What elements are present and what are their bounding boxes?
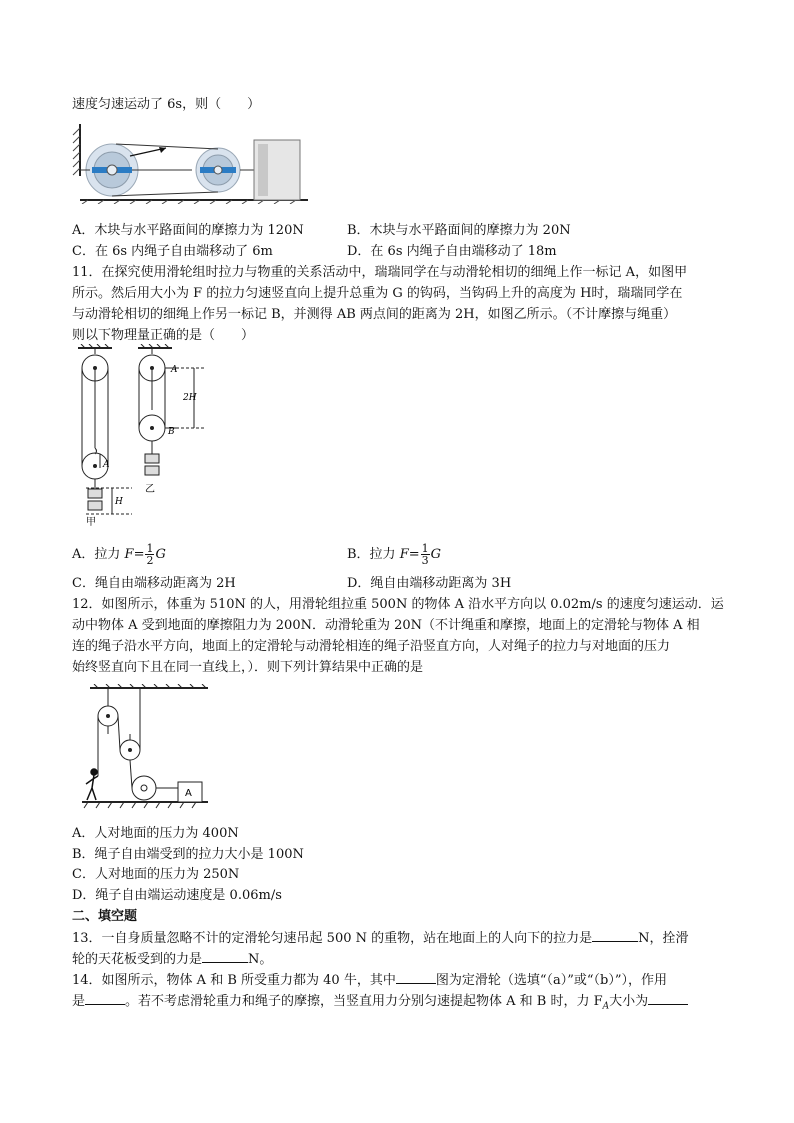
yi-weight-2 [145,466,159,475]
block-shade [258,144,268,196]
jia-weight-1 [88,489,102,498]
q14-line-1: 14．如图所示，物体 A 和 B 所受重力都为 40 牛，其中 图为定滑轮（选填“（a）”或“（b）”），作用 [72,973,667,988]
q13-line-1: 13．一自身质量忽略不计的定滑轮匀速吊起 500 N 的重物，站在地面上的人向下的拉力是 N，拴滑 [72,931,689,946]
q14-blank-3[interactable] [648,992,688,1005]
q12-figure [82,684,212,812]
q11-option-d: D．绳自由端移动距离为 3H [347,576,512,591]
fraction-half: $\frac{1}{2}$ [146,542,154,567]
yi-weight-1 [145,454,159,463]
q10-option-b: B．木块与水平路面间的摩擦力为 20N [347,223,571,238]
yi-label-b: B [168,427,175,437]
rope-bottom [112,192,218,196]
q14-blank-2[interactable] [85,992,125,1005]
jia-label-a: A [103,460,110,470]
q14-line-2: 是 。若不考虑滑轮重力和绳子的摩擦，当竖直用力分别匀速提起物体 A 和 B 时，力 $F_A$大小为 [72,992,688,1016]
q11-figure [72,344,242,530]
fraction-third: $\frac{1}{3}$ [421,542,429,567]
q12-option-d: D．绳子自由端运动速度是 0.06m/s [72,888,282,903]
arrow-head [159,147,166,153]
q10-option-d: D．在 6s 内绳子自由端移动了 18m [347,244,557,259]
jia-caption: 甲 [86,517,96,528]
q12-line-4: 始终竖直向下且在同一直线上，）．则下列计算结果中正确的是 [72,660,424,675]
wall-hatch [73,128,80,175]
q11-line-1: 11．在探究使用滑轮组时拉力与物重的关系活动中，瑞瑞同学在与动滑轮相切的细绳上作一标记 A，如图甲 [72,265,688,280]
jia-weight-2 [88,501,102,510]
q12-line-2: 动中物体 A 受到地面的摩擦阻力为 200N．动滑轮重为 20N（不计绳重和摩擦，地面上的定滑轮与物体 A 相 [72,618,700,633]
q12-option-a: A．人对地面的压力为 400N [72,826,239,841]
q10-option-c: C．在 6s 内绳子自由端移动了 6m [72,244,273,259]
q13-line-2: 轮的天花板受到的力是 N。 [72,952,273,967]
yi-caption: 乙 [145,484,155,495]
q12-box-label: A [185,788,192,799]
q11-option-b: B．拉力 F= $\frac{1}{3}$ G [347,542,442,567]
q10-figure [70,122,310,204]
rope-top [116,144,218,149]
q14-blank-1[interactable] [396,971,436,984]
yi-label-2h: 2H [183,393,197,403]
q12-line-1: 12．如图所示，体重为 510N 的人，用滑轮组拉重 500N 的物体 A 沿水平方向以 0.02m/s 的速度匀速运动．运 [72,597,724,612]
q13-blank-1[interactable] [592,929,638,942]
q11-line-2: 所示。然后用大小为 F 的拉力匀速竖直向上提升总重为 G 的钩码，当钩码上升的高度为 H时，瑞瑞同学在 [72,286,683,301]
q12-option-c: C．人对地面的压力为 250N [72,867,240,882]
movable-pulley-right [196,148,240,192]
q11-option-c: C．绳自由端移动距离为 2H [72,576,236,591]
q11-line-3: 与动滑轮相切的细绳上作另一标记 B，并测得 AB 两点间的距离为 2H，如图乙所示。（不计摩擦与绳重） [72,307,677,322]
q13-blank-2[interactable] [202,950,248,963]
q10-stem: 速度匀速运动了 6s，则（ ） [72,97,261,112]
person-figure [86,769,98,800]
section-title: 二、填空题 [72,909,138,924]
q12-line-3: 连的绳子沿水平方向，地面上的定滑轮与动滑轮相连的绳子沿竖直方向，人对绳子的拉力与对地面的压力 [72,639,671,654]
ceiling-yi [138,344,172,348]
q12-option-b: B．绳子自由端受到的拉力大小是 100N [72,847,304,862]
fixed-pulley-left [86,144,138,196]
q11-line-4: 则以下物理量正确的是（ ） [72,328,255,343]
q11-option-a: A．拉力 F= $\frac{1}{2}$ G [72,542,166,567]
ceiling-jia [78,344,112,348]
q10-option-a: A．木块与水平路面间的摩擦力为 120N [72,223,304,238]
yi-label-a: A [171,365,178,375]
jia-label-h: H [115,497,123,507]
